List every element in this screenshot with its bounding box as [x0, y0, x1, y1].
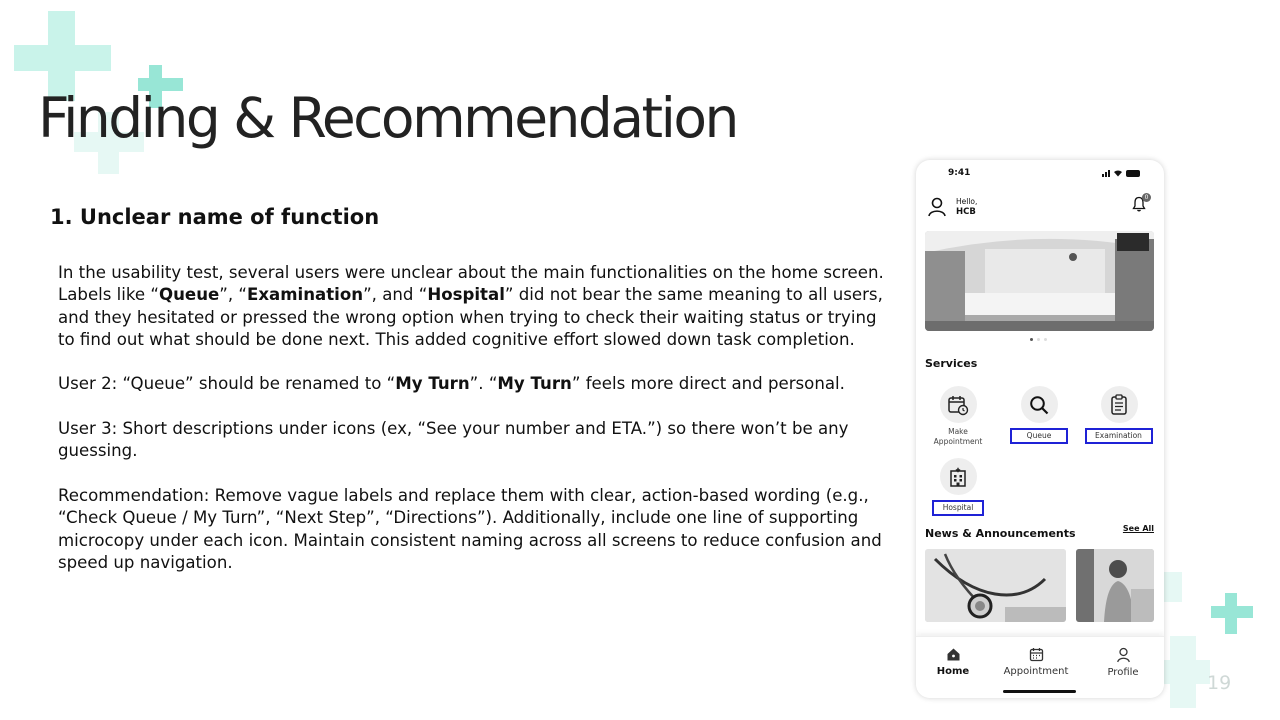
term-examination: Examination [247, 285, 364, 305]
tab-home[interactable] [936, 647, 970, 677]
decorative-cross-large-horizontal [14, 45, 111, 71]
clipboard-icon [1110, 394, 1128, 416]
service-label-queue: Queue [1010, 428, 1068, 444]
status-icons [1102, 169, 1140, 177]
service-examination[interactable] [1084, 386, 1154, 444]
greeting [926, 196, 977, 218]
see-all-link[interactable]: See All [1122, 524, 1154, 533]
services-title: Services [925, 357, 978, 370]
term-my-turn-2: My Turn [497, 374, 572, 394]
news-card-stethoscope[interactable] [925, 549, 1066, 622]
news-card-patient[interactable] [1076, 549, 1154, 622]
service-queue[interactable] [1004, 386, 1074, 444]
decorative-cross-br3-horizontal [1160, 660, 1210, 684]
phone-mockup [916, 160, 1164, 698]
tab-profile[interactable] [1103, 647, 1143, 678]
tab-home-label: Home [936, 666, 970, 677]
news-title: News & Announcements [925, 527, 1076, 540]
user-avatar-icon[interactable] [926, 196, 948, 218]
user-name: HCB [956, 207, 976, 217]
term-queue: Queue [159, 285, 220, 305]
service-label-examination: Examination [1085, 428, 1153, 444]
notification-badge: 0 [1142, 193, 1151, 202]
service-hospital[interactable] [923, 458, 993, 516]
carousel-dots[interactable] [1030, 338, 1047, 341]
home-icon [946, 647, 961, 662]
tab-appointment-label: Appointment [1003, 666, 1069, 677]
signal-icon [1102, 170, 1110, 177]
status-bar [916, 166, 1164, 182]
term-hospital: Hospital [427, 285, 505, 305]
home-indicator [1003, 690, 1076, 693]
decorative-cross-br1-vertical [1164, 572, 1182, 602]
tab-profile-label: Profile [1107, 667, 1139, 678]
wifi-icon [1113, 169, 1123, 177]
search-icon [1029, 395, 1049, 415]
service-label-make-appointment: Make Appointment [933, 427, 983, 446]
battery-icon [1126, 170, 1140, 177]
news-header [925, 522, 1154, 541]
calendar-icon [1029, 647, 1044, 662]
section-heading: 1. Unclear name of function [50, 205, 380, 229]
bottom-tab-bar [916, 636, 1164, 698]
paragraph-user2: User 2: “Queue” should be renamed to “My Turn”. “My Turn” feels more direct and personal. [58, 374, 845, 394]
patient-image [1076, 549, 1154, 622]
hospital-banner-image[interactable] [925, 231, 1154, 331]
status-time: 9:41 [948, 168, 971, 178]
banner-illustration [925, 231, 1154, 331]
stethoscope-image [925, 549, 1066, 622]
greeting-label: Hello, [956, 197, 978, 206]
tab-appointment[interactable] [998, 647, 1074, 677]
paragraph-finding: In the usability test, several users were unclear about the main functionalities on the home screen. Labels like “Queue”, “Examination”, and “Hospital” did not bear the same meaning to all users, and they hesitated or pressed the wrong option when trying to check their waiting status or trying to find out what should be done next. This added cognitive effort slowed down task completion. [58, 263, 884, 349]
service-label-hospital: Hospital [932, 500, 984, 516]
body-text [58, 262, 888, 596]
page-number: 19 [1207, 672, 1232, 694]
decorative-cross-br2-horizontal [1211, 606, 1253, 618]
term-my-turn: My Turn [395, 374, 470, 394]
hospital-icon [949, 467, 967, 487]
calendar-clock-icon [947, 394, 969, 416]
paragraph-user3: User 3: Short descriptions under icons (ex, “See your number and ETA.”) so there won’t be any guessing. [58, 419, 849, 461]
user-icon [1116, 647, 1131, 663]
paragraph-recommendation: Recommendation: Remove vague labels and replace them with clear, action-based wording (e.g., “Check Queue / My Turn”, “Next Step”, “Directions”). Additionally, include one line of supporting microcopy under each icon. Maintain consistent naming across all screens to reduce confusion and speed up navigation. [58, 485, 882, 572]
notification-button[interactable] [1132, 194, 1149, 216]
service-make-appointment[interactable] [923, 386, 993, 448]
slide-title: Finding & Recommendation [38, 86, 737, 150]
